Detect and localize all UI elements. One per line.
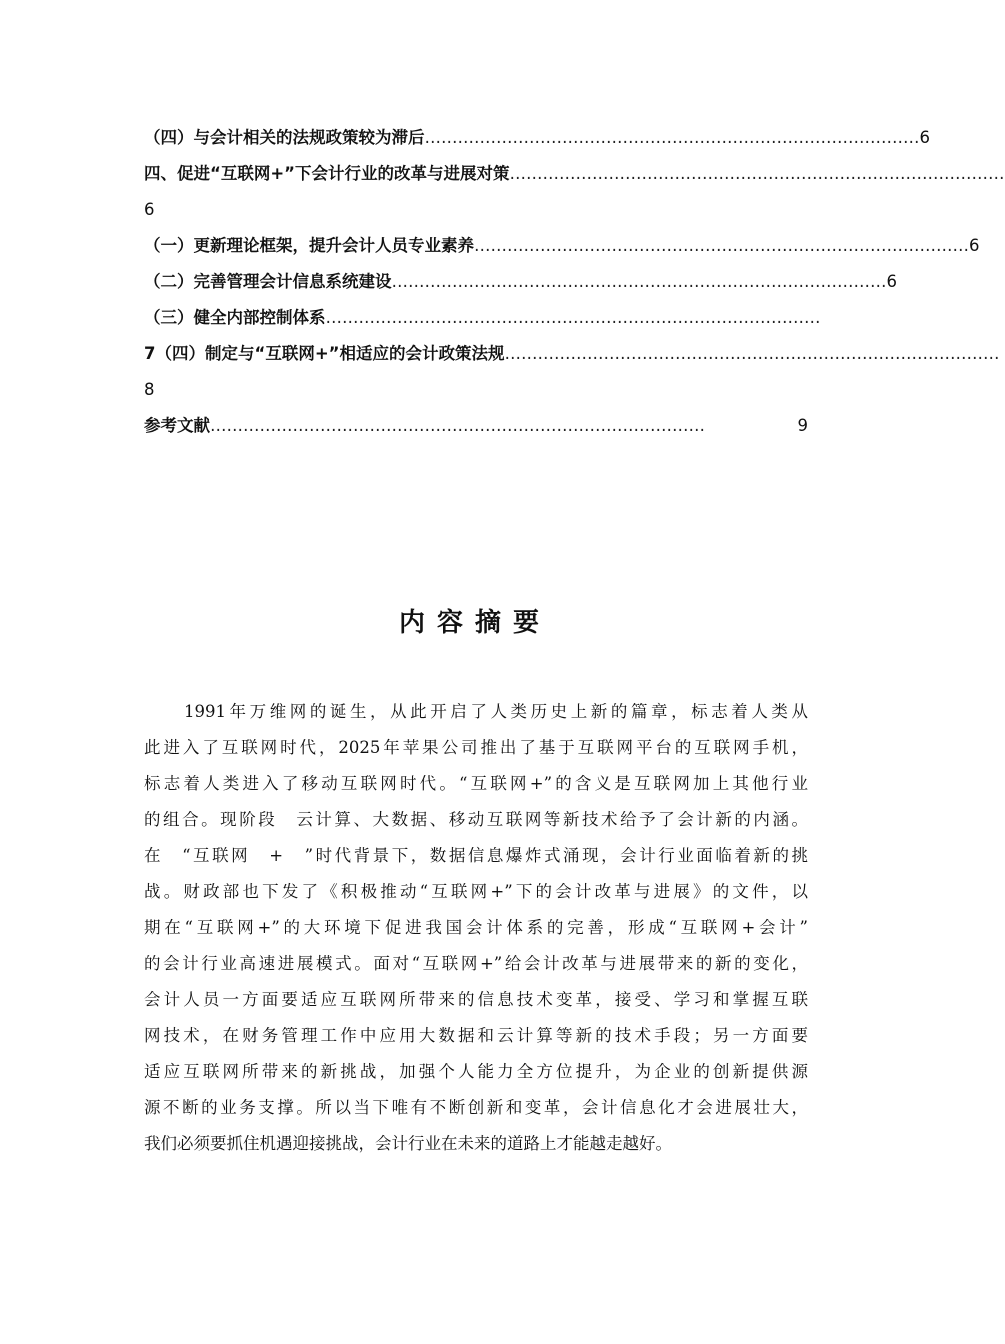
abstract-line: 1991年万维网的诞生，从此开启了人类历史上新的篇章，标志着人类从 [184,702,808,721]
toc-entry-text: 8 [144,380,155,399]
toc-entry-text: 7（四）制定与“互联网+”相适应的会计政策法规 [144,344,505,363]
abstract-line: 标志着人类进入了移动互联网时代。“互联网+”的含义是互联网加上其他行业 [144,774,808,793]
table-of-contents [144,120,1005,444]
abstract-line: 源不断的业务支撑。所以当下唯有不断创新和变革，会计信息化才会进展壮大， [144,1098,808,1117]
toc-entry-page: 6 [919,128,930,147]
toc-entry-text: 参考文献 [144,416,210,435]
toc-entry-text: 四、促进“互联网+”下会计行业的改革与进展对策 [144,164,510,183]
dot-leader: ……………………………………………………………………………… [474,236,969,255]
toc-entry-page: 6 [969,236,980,255]
toc-entry-page: 6 [886,272,897,291]
toc-entry-text: （三）健全内部控制体系 [144,308,326,327]
dot-leader: ……………………………………………………………………………… [424,128,920,147]
abstract-body [144,694,808,1162]
dot-leader: ……………………………………………………………………………… [509,164,1005,183]
toc-entry[interactable] [144,156,1005,192]
dot-leader: ……………………………………………………………………………… [504,344,1000,363]
abstract-line: 战。财政部也下发了《积极推动“互联网+”下的会计改革与进展》的文件，以 [144,882,808,901]
toc-entry[interactable] [144,228,980,264]
toc-entry[interactable] [144,120,930,156]
toc-entry-page: 9 [797,416,808,435]
dot-leader: ……………………………………………………………………………… [325,308,821,327]
abstract-line: 的组合。现阶段 云计算、大数据、移动互联网等新技术给予了会计新的内涵。 [144,810,808,829]
abstract-line: 我们必须要抓住机遇迎接挑战，会计行业在未来的道路上才能越走越好。 [144,1134,672,1153]
dot-leader: ……………………………………………………………………………… [391,272,887,291]
abstract-line: 适应互联网所带来的新挑战，加强个人能力全方位提升，为企业的创新提供源 [144,1062,808,1081]
toc-entry-text: （四）与会计相关的法规政策较为滞后 [144,128,425,147]
dot-leader: ……………………………………………………………………………… [210,416,705,435]
toc-entry-page-wrap [144,192,808,228]
abstract-line: 在 “互联网 + ”时代背景下，数据信息爆炸式涌现，会计行业面临着新的挑 [144,846,808,865]
toc-entry[interactable] [144,408,808,444]
abstract-line: 网技术，在财务管理工作中应用大数据和云计算等新的技术手段；另一方面要 [144,1026,808,1045]
abstract-line: 会计人员一方面要适应互联网所带来的信息技术变革，接受、学习和掌握互联 [144,990,808,1009]
toc-entry[interactable] [144,264,897,300]
toc-entry-text: （二）完善管理会计信息系统建设 [144,272,392,291]
abstract-line: 的会计行业高速进展模式。面对“互联网+”给会计改革与进展带来的新的变化， [144,954,808,973]
toc-entry[interactable] [144,300,821,336]
abstract-heading: 内容摘要 [398,608,551,638]
toc-entry-page-wrap [144,372,808,408]
abstract-line: 此进入了互联网时代，2025年苹果公司推出了基于互联网平台的互联网手机， [144,738,808,757]
toc-entry[interactable] [144,336,1000,372]
abstract-line: 期在“互联网+”的大环境下促进我国会计体系的完善，形成“互联网+会计” [144,918,808,937]
toc-entry-text: （一）更新理论框架，提升会计人员专业素养 [144,236,474,255]
toc-entry-text: 6 [144,200,155,219]
